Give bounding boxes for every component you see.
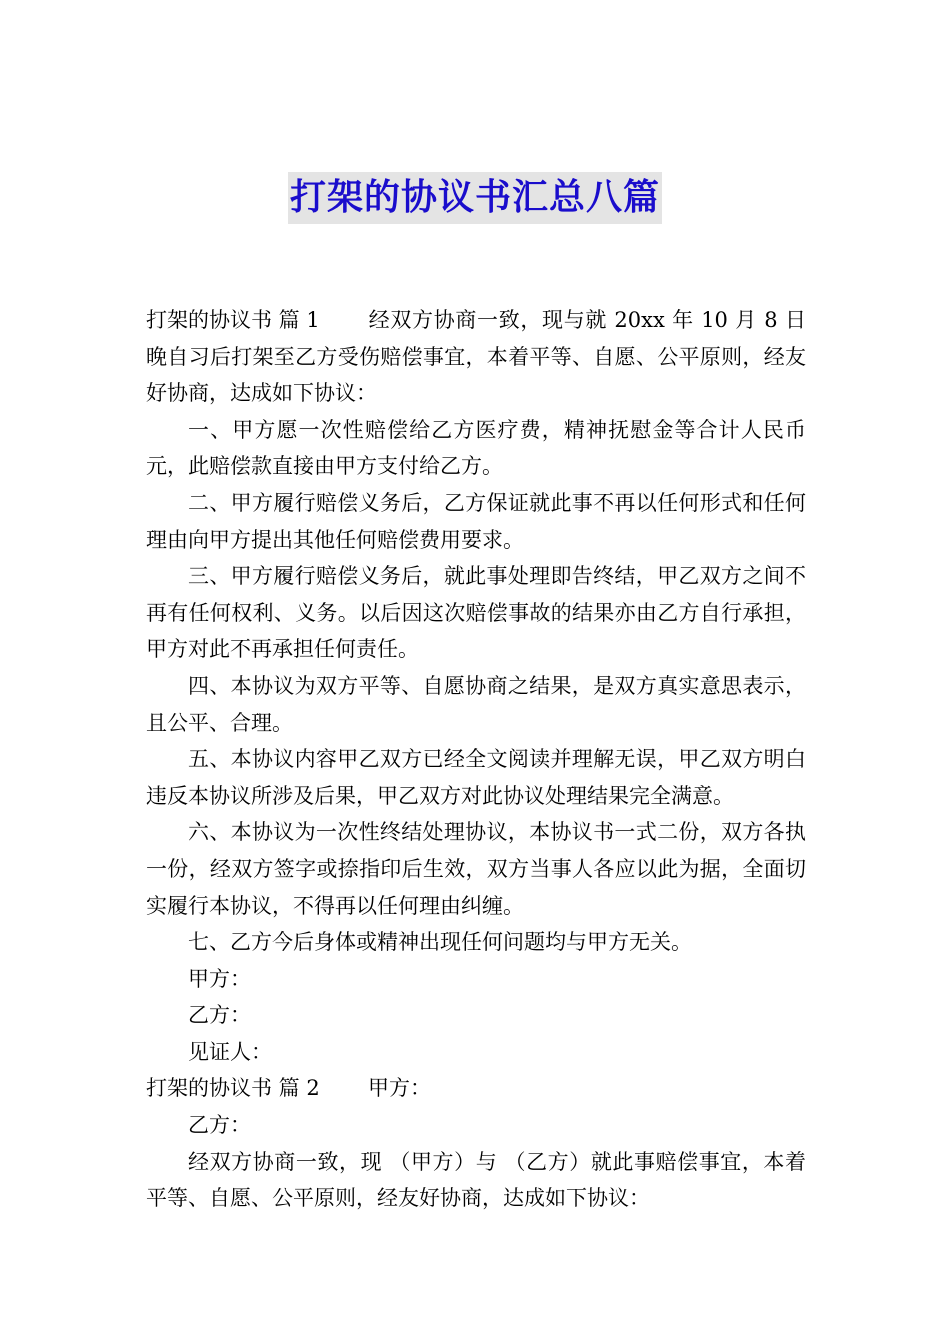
article-1-label: 打架的协议书 篇 1 bbox=[146, 308, 320, 332]
article-2-intro: 经双方协商一致，现 （甲方）与 （乙方）就此事赔偿事宜，本着平等、自愿、公平原则，经友好协商，达成如下协议： bbox=[146, 1149, 806, 1211]
article-1-party-b: 乙方： bbox=[188, 1003, 251, 1028]
article-1-intro: 经双方协商一致，现与就 20xx 年 10 月 8 日晚自习后打架至乙方受伤赔偿事宜，本着平等、自愿、公平原则，经友好协商，达成如下协议： bbox=[146, 308, 806, 406]
article-2-heading bbox=[146, 1070, 806, 1107]
article-1-paragraph bbox=[146, 302, 806, 412]
article-2-label: 打架的协议书 篇 2 bbox=[146, 1076, 320, 1101]
clause-5: 五、本协议内容甲乙双方已经全文阅读并理解无误，甲乙双方明白违反本协议所涉及后果，甲乙双方对此协议处理结果完全满意。 bbox=[146, 747, 806, 808]
title-container bbox=[0, 172, 950, 224]
document-title: 打架的协议书汇总八篇 bbox=[288, 172, 662, 224]
clause-3: 三、甲方履行赔偿义务后，就此事处理即告终结，甲乙双方之间不再有任何权利、义务。以后因这次赔偿事故的结果亦由乙方自行承担，甲方对此不再承担任何责任。 bbox=[146, 564, 806, 662]
document-body bbox=[146, 302, 806, 1217]
article-2-party-b: 乙方： bbox=[188, 1113, 251, 1138]
clause-1: 一、甲方愿一次性赔偿给乙方医疗费，精神抚慰金等合计人民币元，此赔偿款直接由甲方支付给乙方。 bbox=[146, 417, 806, 479]
article-1-witness: 见证人： bbox=[188, 1039, 272, 1064]
clause-4: 四、本协议为双方平等、自愿协商之结果，是双方真实意思表示，且公平、合理。 bbox=[146, 673, 806, 735]
clause-6: 六、本协议为一次性终结处理协议，本协议书一式二份，双方各执一份，经双方签字或捺指印后生效，双方当事人各应以此为据，全面切实履行本协议，不得再以任何理由纠缠。 bbox=[146, 820, 806, 918]
clause-2: 二、甲方履行赔偿义务后，乙方保证就此事不再以任何形式和任何理由向甲方提出其他任何赔偿费用要求。 bbox=[146, 490, 806, 552]
article-1-party-a: 甲方： bbox=[188, 966, 251, 991]
clause-7: 七、乙方今后身体或精神出现任何问题均与甲方无关。 bbox=[188, 930, 692, 955]
article-2-party-a: 甲方： bbox=[368, 1076, 431, 1101]
